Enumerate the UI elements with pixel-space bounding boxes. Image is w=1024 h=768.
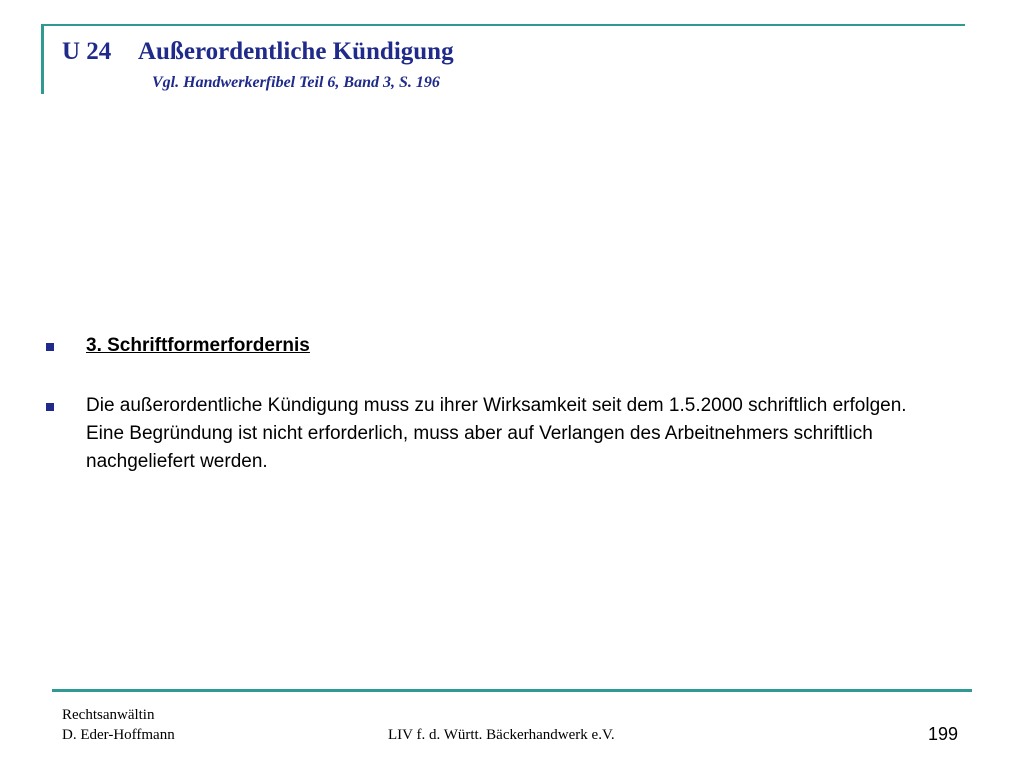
footer-author — [62, 705, 175, 745]
square-bullet-icon — [46, 403, 54, 411]
slide-subtitle: Vgl. Handwerkerfibel Teil 6, Band 3, S. 196 — [152, 74, 440, 91]
footer-author-title: Rechtsanwältin — [62, 707, 155, 723]
bullet-heading-text: 3. Schriftformerfordernis — [86, 335, 310, 356]
slide-number-label: U 24 — [62, 38, 112, 65]
header-divider-left — [41, 24, 44, 94]
slide-title — [62, 38, 454, 66]
slide-content — [46, 332, 946, 476]
footer-organization: LIV f. d. Württ. Bäckerhandwerk e.V. — [388, 727, 615, 743]
bullet-body-text: Die außerordentliche Kündigung muss zu ihrer Wirksamkeit seit dem 1.5.2000 schriftlich erfolgen. Eine Begründung ist nicht erforderlich, muss aber auf Verlangen des Arbeitnehmers schriftlich nachgeliefert werden. — [86, 395, 907, 472]
square-bullet-icon — [46, 343, 54, 351]
slide-title-text: Außerordentliche Kündigung — [138, 38, 454, 65]
bullet-item-body — [46, 392, 946, 476]
footer-divider — [52, 689, 972, 692]
footer-author-name: D. Eder-Hoffmann — [62, 727, 175, 743]
page-number: 199 — [928, 724, 959, 744]
header-divider-top — [44, 24, 965, 26]
bullet-item-heading — [46, 332, 946, 360]
